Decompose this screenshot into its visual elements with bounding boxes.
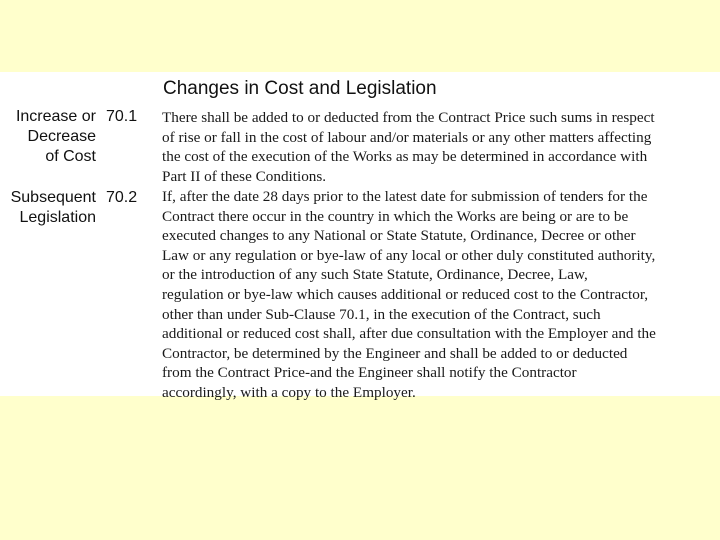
text-line: If, after the date 28 days prior to the latest date for submission of tenders for the: [162, 188, 648, 205]
section-heading: Changes in Cost and Legislation: [163, 78, 437, 99]
clause-70-2-number: 70.2: [106, 189, 138, 206]
text-line: Contractor, be determined by the Engineer and shall be added to or deducted: [162, 344, 628, 362]
text-line: executed changes to any National or State Statute, Ordinance, Decree or other: [162, 227, 636, 245]
side-heading-line: Subsequent: [10, 189, 96, 206]
text-line: Law or any regulation or bye-law of any local or other duly constituted authority,: [162, 246, 656, 264]
side-heading-line: of Cost: [45, 148, 96, 165]
text-line: additional or reduced cost shall, after due consultation with the Employer and the: [162, 325, 656, 343]
text-line: There shall be added to or deducted from the Contract Price such sums in respect: [162, 109, 655, 126]
text-line: accordingly, with a copy to the Employer.: [162, 383, 416, 401]
text-line: regulation or bye-law which causes additional or reduced cost to the Contractor,: [162, 285, 649, 303]
side-heading-line: Decrease: [27, 128, 96, 145]
text-line: Part II of these Conditions.: [162, 167, 327, 185]
clause-70-1-text: [162, 108, 718, 186]
text-line: from the Contract Price-and the Engineer shall notify the Contractor: [162, 364, 577, 382]
side-heading-line: Increase or: [15, 108, 96, 125]
clause-70-2-side-heading: [11, 188, 96, 228]
text-line: of rise or fall in the cost of labour and/or materials or any other matters affecting: [162, 128, 652, 146]
text-line: the cost of the execution of the Works as may be determined in accordance with: [162, 148, 648, 166]
document-page: [0, 72, 720, 401]
clause-70-2-text: [162, 187, 718, 403]
text-line: other than under Sub-Clause 70.1, in the execution of the Contract, such: [162, 305, 601, 323]
clause-70-1-number: 70.1: [106, 108, 138, 125]
side-heading-line: Legislation: [19, 209, 96, 226]
text-line: or the introduction of any such State Statute, Ordinance, Decree, Law,: [162, 266, 588, 284]
text-line: Contract there occur in the country in which the Works are being or are to be: [162, 207, 629, 225]
clause-70-1-side-heading: [16, 107, 96, 167]
